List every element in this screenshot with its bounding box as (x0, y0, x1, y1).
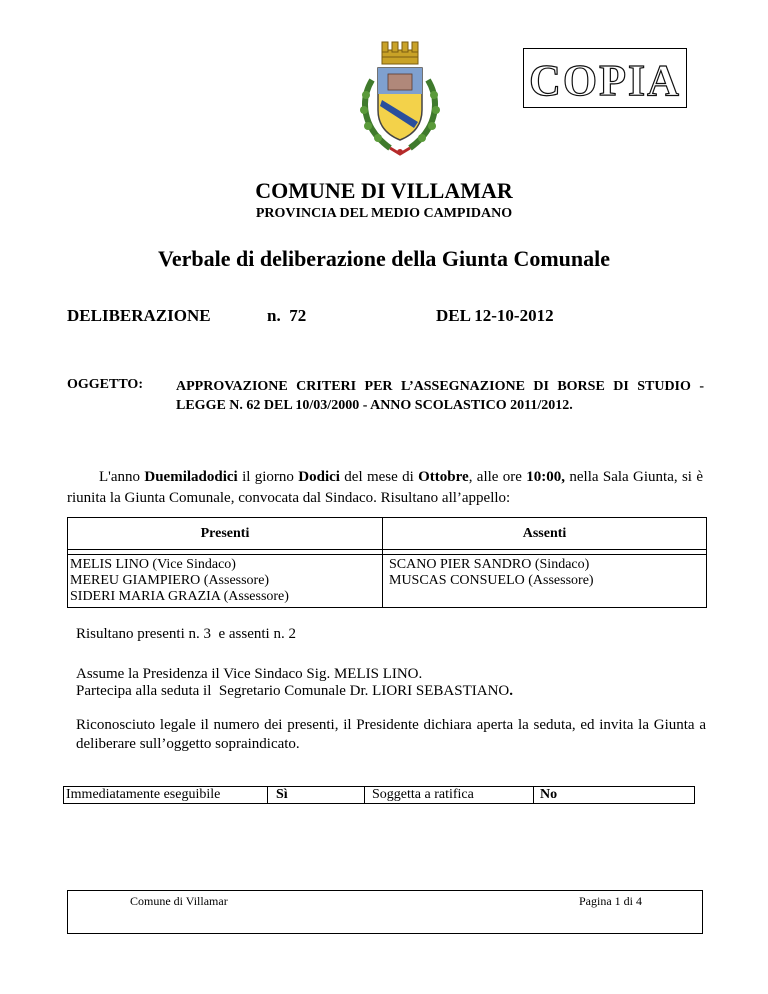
provincia-subtitle: PROVINCIA DEL MEDIO CAMPIDANO (255, 206, 513, 221)
intro-text: nella Sala Giunta, si è riunita la Giunta Comunale, convocata dal Sindaco. Risultano all’appello: (67, 469, 703, 506)
ratifica-value: No (540, 787, 558, 802)
present-header: Presenti (200, 526, 250, 541)
intro-paragraph (67, 467, 703, 509)
table-divider (68, 549, 706, 550)
page-footer (67, 890, 703, 934)
deliberazione-label: DELIBERAZIONE (67, 306, 211, 325)
deliberazione-date: DEL 12-10-2012 (436, 306, 554, 325)
attendance-table (67, 517, 707, 608)
intro-ore: 10:00, (526, 469, 566, 485)
immediatamente-value: Sì (276, 787, 288, 802)
intro-text: del mese di (339, 469, 419, 485)
absent-header: Assenti (522, 526, 567, 541)
absent-list (389, 557, 594, 589)
list-item: MEREU GIAMPIERO (Assessore) (70, 573, 270, 588)
presidenza-text: Assume la Presidenza il Vice Sindaco Sig. MELIS LINO. (76, 666, 423, 682)
list-item: SCANO PIER SANDRO (Sindaco) (389, 557, 590, 572)
segretario-line (76, 683, 513, 700)
deliberazione-number: n. 72 (267, 306, 307, 325)
oggetto-text: APPROVAZIONE CRITERI PER L’ASSEGNAZIONE DI BORSE DI STUDIO - LEGGE N. 62 DEL 10/03/2000 - ANNO SCOLASTICO 2011/2012. (176, 379, 704, 413)
document-title: Verbale di deliberazione della Giunta Comunale (157, 246, 611, 271)
oggetto-label: OGGETTO: (67, 377, 143, 392)
footer-page-number: Pagina 1 di 4 (579, 894, 642, 908)
intro-text: L'anno (99, 469, 145, 485)
copia-stamp-text: COPIA (529, 56, 681, 105)
esecuzione-box (63, 786, 695, 804)
intro-anno: Duemiladodici (144, 469, 238, 485)
segretario-end: . (509, 683, 513, 699)
table-divider (68, 554, 706, 555)
list-item: MELIS LINO (Vice Sindaco) (70, 557, 236, 572)
riconoscimento-paragraph: Riconosciuto legale il numero dei presenti, il Presidente dichiara aperta la seduta, ed invita la Giunta a deliberare sull’oggetto sopraindicato. (76, 717, 706, 752)
intro-text: , alle ore (468, 469, 527, 485)
copia-stamp (523, 48, 687, 108)
present-list (70, 557, 289, 605)
box-divider (267, 787, 268, 803)
comune-title: COMUNE DI VILLAMAR (255, 178, 513, 203)
intro-mese: Ottobre (418, 469, 469, 485)
intro-text: il giorno (237, 469, 299, 485)
box-divider (364, 787, 365, 803)
coat-of-arms-icon (352, 40, 448, 162)
ratifica-label: Soggetta a ratifica (372, 787, 474, 802)
box-divider (533, 787, 534, 803)
list-item: MUSCAS CONSUELO (Assessore) (389, 573, 594, 588)
attendance-summary: Risultano presenti n. 3 e assenti n. 2 (76, 626, 296, 642)
immediatamente-label: Immediatamente eseguibile (66, 787, 221, 802)
presidenza-block (76, 666, 513, 700)
list-item: SIDERI MARIA GRAZIA (Assessore) (70, 589, 289, 604)
footer-comune: Comune di Villamar (130, 894, 228, 908)
segretario-text: Partecipa alla seduta il Segretario Comunale Dr. LIORI SEBASTIANO (76, 683, 510, 699)
intro-giorno: Dodici (298, 469, 340, 485)
